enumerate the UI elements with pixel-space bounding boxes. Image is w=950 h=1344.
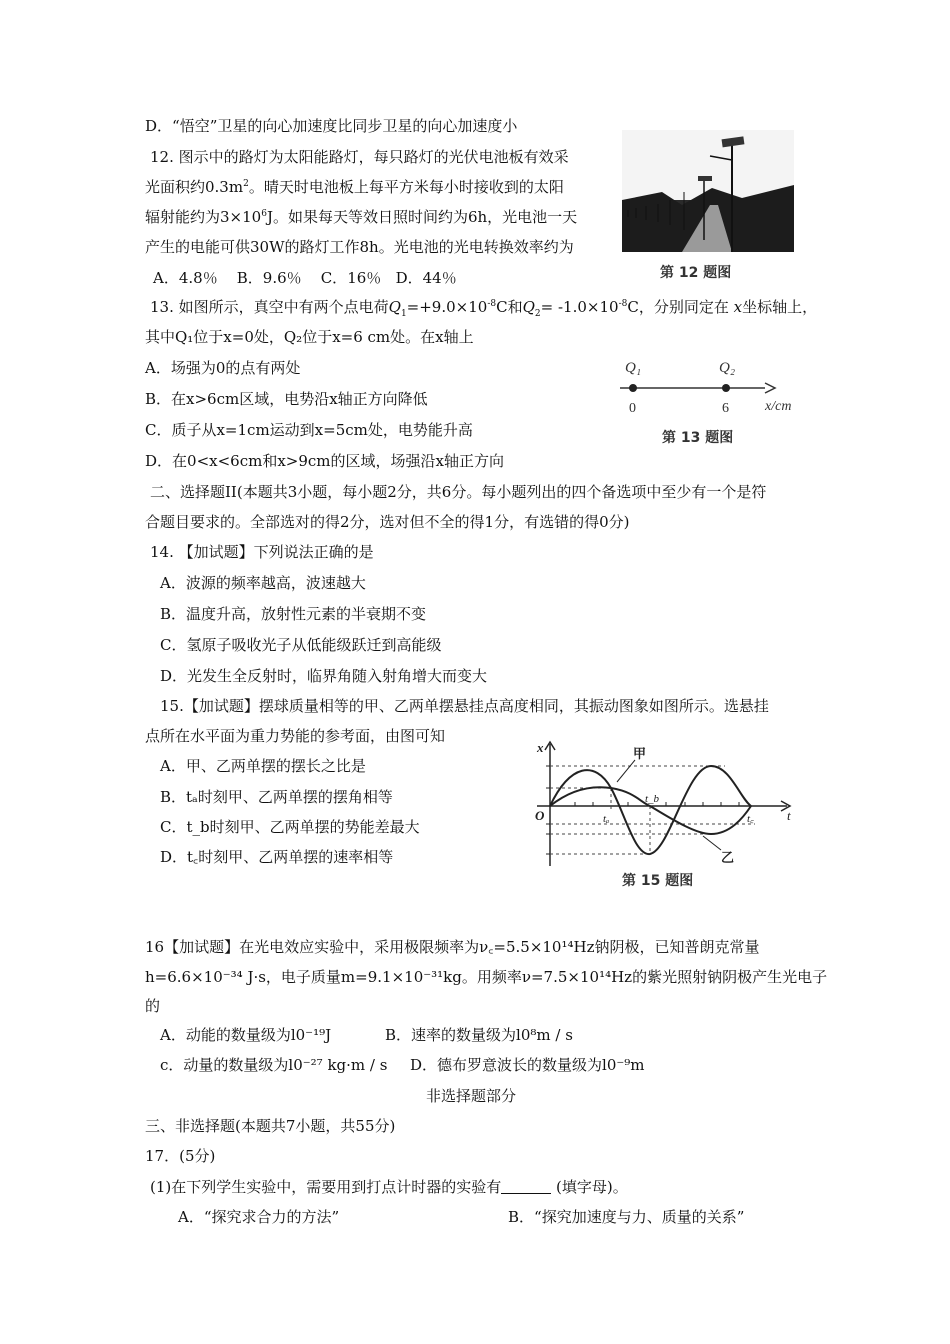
t-axis-label: t xyxy=(787,808,791,823)
q15-line-1: 15.【加试题】摆球质量相等的甲、乙两单摆悬挂点高度相同，其振动图象如图所示。选悬挂 xyxy=(160,697,769,715)
q13-option-a: A．场强为0的点有两处 xyxy=(145,359,301,377)
q14-option-c: C．氢原子吸收光子从低能级跃迁到高能级 xyxy=(160,636,442,654)
q14-option-a: A．波源的频率越高，波速越大 xyxy=(160,574,366,592)
answer-blank[interactable] xyxy=(501,1179,551,1194)
x-axis-label: x xyxy=(537,740,544,755)
q1-label: Q₁ xyxy=(625,360,642,376)
q15-option-c: C．t_b时刻甲、乙两单摆的势能差最大 xyxy=(160,818,420,836)
q14-option-b: B．温度升高，放射性元素的半衰期不变 xyxy=(160,605,427,623)
q16-line-3: 的 xyxy=(145,997,161,1015)
charge-axis-diagram xyxy=(615,352,815,422)
q13-option-c: C．质子从x=1cm运动到x=5cm处，电势能升高 xyxy=(145,421,473,439)
fig13-caption: 第 13 题图 xyxy=(662,430,734,446)
q16-option-c: c．动量的数量级为l0⁻²⁷ kg·m / s xyxy=(160,1056,388,1074)
streetlight-photo xyxy=(622,130,794,252)
tb-label: t_b xyxy=(645,793,660,805)
q17-title: 17．(5分) xyxy=(145,1147,216,1165)
tc-label: t꜀ xyxy=(747,813,754,825)
q17-option-a: A．“探究求合力的方法” xyxy=(178,1208,340,1226)
ta-label: tₐ xyxy=(603,813,610,825)
q15-option-d: D．t꜀时刻甲、乙两单摆的速率相等 xyxy=(160,848,394,866)
fig12-caption: 第 12 题图 xyxy=(660,265,732,281)
q14-option-d: D．光发生全反射时，临界角随入射角增大而变大 xyxy=(160,667,488,685)
q12-line-3: 辐射能约为$3\times 10^6J$。如果每天等效日照时间约为6h，光电池一天 xyxy=(145,208,578,226)
q13-option-b: B．在x>6cm区域，电势沿x轴正方向降低 xyxy=(145,390,428,408)
q14-stem: 14. 【加试题】下列说法正确的是 xyxy=(150,543,374,561)
part-title: 非选择题部分 xyxy=(426,1087,517,1105)
q16-line-1: 16【加试题】在光电效应实验中，采用极限频率为ν꜀=5.5×10¹⁴Hz钠阴极，已知普朗克常量 xyxy=(145,938,760,956)
q13-option-d: D．在0<x<6cm和x>9cm的区域，场强沿x轴正方向 xyxy=(145,452,504,470)
axis-six-label: 6 xyxy=(722,401,729,416)
q2-label: Q₂ xyxy=(719,360,736,376)
axis-unit-label: x/cm xyxy=(765,399,792,414)
q15-option-a: A．甲、乙两单摆的摆长之比是 xyxy=(160,757,366,775)
q11-option-d: D．“悟空”卫星的向心加速度比同步卫星的向心加速度小 xyxy=(145,117,518,135)
q13-line-2: 其中Q₁位于x=0处，Q₂位于x=6 cm处。在x轴上 xyxy=(145,328,474,346)
q15-option-b: B．tₐ时刻甲、乙两单摆的摆角相等 xyxy=(160,788,393,806)
jia-label: 甲 xyxy=(633,747,647,762)
q16-option-b: B．速率的数量级为l0⁸m / s xyxy=(385,1026,573,1044)
q13-line-1: 13. 如图所示，真空中有两个点电荷$Q_1=+9.0\times 10^{-8}C$和$Q_2= -1.0\times 10^{-8}C$，分别同定在 x坐标轴上， xyxy=(150,298,818,319)
origin-label: O xyxy=(535,808,545,823)
oscillation-graph xyxy=(525,738,800,870)
q17-option-b: B．“探究加速度与力、质量的关系” xyxy=(508,1208,745,1226)
q16-option-a: A．动能的数量级为l0⁻¹⁹J xyxy=(160,1026,332,1044)
q12-line-2: 光面积约$0.3m^2$。晴天时电池板上每平方米每小时接收到的太阳 xyxy=(145,178,564,196)
curve-jia xyxy=(550,766,751,854)
q15-line-2: 点所在水平面为重力势能的参考面，由图可知 xyxy=(145,727,446,745)
q12-line-4: 产生的电能可供30W的路灯工作8h。光电池的光电转换效率约为 xyxy=(145,238,574,256)
section-2-line-2: 合题目要求的。全部选对的得2分，选对但不全的得1分，有选错的得0分) xyxy=(145,513,630,531)
q12-options: A．4.8％ B．9.6％ C．16％ D．44％ xyxy=(153,269,457,287)
q12-line-1: 12. 图示中的路灯为太阳能路灯，每只路灯的光伏电池板有效采 xyxy=(150,148,569,166)
q17-part-1: (1)在下列学生实验中，需要用到打点计时器的实验有 (填字母)。 xyxy=(150,1178,628,1196)
q1-charge-dot xyxy=(629,384,637,392)
axis-zero-label: 0 xyxy=(629,401,636,416)
fig15-caption: 第 15 题图 xyxy=(622,873,694,889)
q2-charge-dot xyxy=(722,384,730,392)
yi-label: 乙 xyxy=(721,851,735,866)
q16-option-d: D．德布罗意波长的数量级为l0⁻⁹m xyxy=(410,1056,645,1074)
section-3-title: 三、非选择题(本题共7小题，共55分) xyxy=(145,1117,396,1135)
q16-line-2: h=6.6×10⁻³⁴ J·s，电子质量m=9.1×10⁻³¹kg。用频率ν=7.5×10¹⁴Hz的紫光照射钠阴极产生光电子 xyxy=(145,968,828,986)
section-2-line-1: 二、选择题II(本题共3小题，每小题2分，共6分。每小题列出的四个备选项中至少有一个是符 xyxy=(150,483,767,501)
